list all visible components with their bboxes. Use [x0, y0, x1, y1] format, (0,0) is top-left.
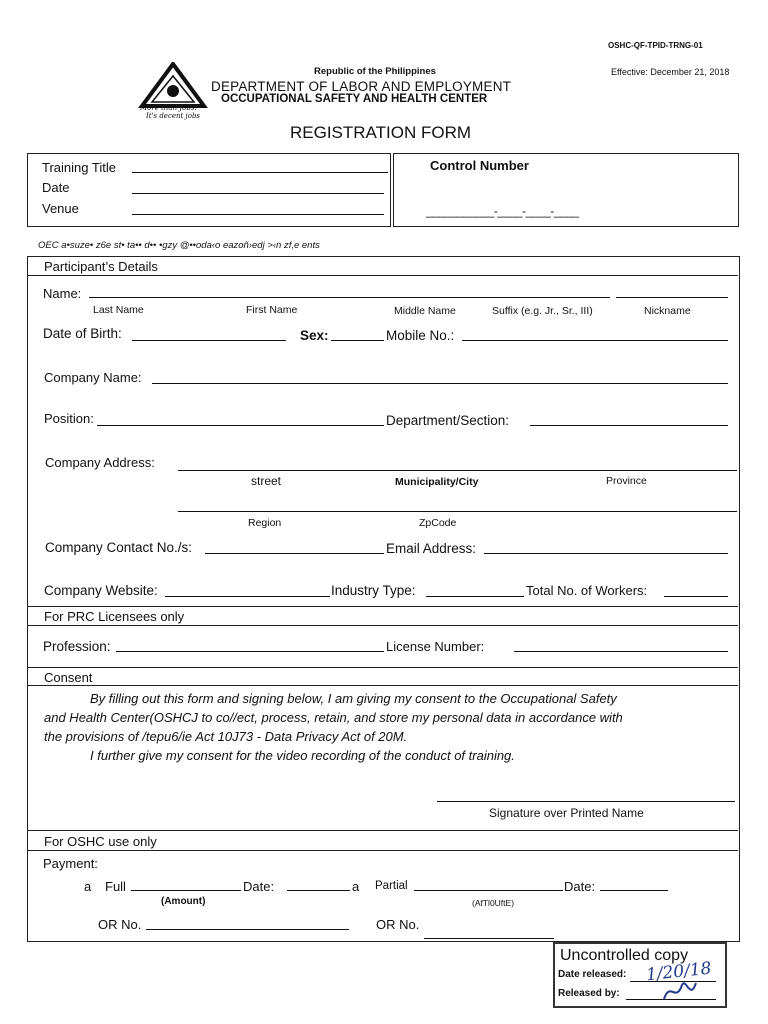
venue-field[interactable]: [132, 214, 384, 215]
company-name-label: Company Name:: [44, 370, 142, 385]
signature-field[interactable]: [437, 801, 735, 802]
address-label: Company Address:: [45, 455, 155, 470]
contact-field[interactable]: [205, 553, 384, 554]
stamp-released-by: Released by:: [558, 988, 620, 999]
notice-text: OEC a•suze• z6e st• ta•• d•• •gzy @••oda‹o eazoñ›edj >‹n zf,e ents: [38, 240, 320, 251]
full-date-label: Date:: [243, 879, 275, 894]
name-field[interactable]: [89, 297, 610, 298]
middle-name-caption: Middle Name: [394, 305, 456, 317]
department-label: Department/Section:: [386, 413, 510, 428]
municipality-caption: Municipality/City: [395, 476, 479, 488]
nickname-caption: Nickname: [644, 305, 691, 317]
email-field[interactable]: [484, 553, 728, 554]
full-checkbox[interactable]: a: [84, 879, 92, 894]
consent-line-2: and Health Center(OSHCJ to co//ect, process, retain, and store my personal data in accordance with: [44, 710, 623, 725]
workers-field[interactable]: [664, 596, 728, 597]
training-title-label: Training Title: [42, 160, 116, 175]
divider: [27, 667, 738, 668]
or-number-label: OR No.: [98, 917, 142, 932]
training-title-field[interactable]: [132, 172, 388, 173]
full-amount-field[interactable]: [131, 890, 241, 891]
region-caption: Region: [248, 517, 282, 529]
logo-motto-1: More than Jobs!: [140, 104, 198, 112]
training-date-field[interactable]: [132, 193, 384, 194]
divider: [27, 625, 738, 626]
amount-caption-2: (AfTl0UftE): [472, 898, 515, 908]
control-number-label: Control Number: [430, 158, 529, 173]
oshc-section-title: For OSHC use only: [44, 834, 157, 849]
full-label: Full: [105, 879, 126, 894]
stamp-handwritten-date: 1/20/18: [645, 958, 713, 986]
training-date-label: Date: [42, 180, 70, 195]
divider: [27, 275, 738, 276]
contact-label: Company Contact No./s:: [45, 540, 193, 555]
sex-field[interactable]: [331, 340, 384, 341]
prc-section-title: For PRC Licensees only: [44, 609, 185, 624]
or-number-2-label: OR No.: [376, 917, 420, 932]
province-caption: Province: [606, 475, 647, 487]
or-number-2-field[interactable]: [424, 938, 554, 939]
full-date-field[interactable]: [287, 890, 350, 891]
stamp-signature-icon: [660, 975, 700, 1005]
company-name-field[interactable]: [152, 383, 728, 384]
license-field[interactable]: [514, 651, 728, 652]
partial-checkbox[interactable]: a: [352, 879, 360, 894]
workers-label: Total No. of Workers:: [526, 583, 648, 598]
department-name: DEPARTMENT OF LABOR AND EMPLOYMENT: [211, 79, 512, 94]
license-label: License Number:: [386, 639, 485, 654]
partial-label: Partial: [375, 880, 408, 892]
stamp-date-released: Date released:: [558, 969, 627, 980]
effective-date: Effective: December 21, 2018: [611, 67, 730, 77]
or-number-field[interactable]: [146, 929, 349, 930]
form-code: OSHC-QF-TPID-TRNG-01: [608, 41, 703, 50]
website-field[interactable]: [165, 596, 330, 597]
department-field[interactable]: [530, 425, 728, 426]
center-name: OCCUPATIONAL SAFETY AND HEALTH CENTER: [221, 93, 488, 105]
consent-section-title: Consent: [44, 670, 93, 685]
profession-field[interactable]: [116, 651, 384, 652]
name-label: Name:: [43, 286, 82, 301]
email-label: Email Address:: [386, 541, 477, 556]
partial-amount-field[interactable]: [414, 890, 563, 891]
divider: [27, 685, 738, 686]
payment-label: Payment:: [43, 856, 98, 871]
sex-label: Sex:: [300, 328, 329, 343]
signature-caption: Signature over Printed Name: [489, 806, 644, 820]
last-name-caption: Last Name: [93, 304, 144, 316]
industry-field[interactable]: [426, 596, 524, 597]
stamp-title: Uncontrolled copy: [560, 947, 689, 964]
zipcode-caption: ZpCode: [419, 517, 457, 529]
consent-line-3: the provisions of /tepu6/ie Act 10J73 - Data Privacy Act of 20M.: [44, 729, 408, 744]
dob-field[interactable]: [132, 340, 286, 341]
address-line-1-field[interactable]: [178, 470, 737, 471]
divider: [27, 850, 738, 851]
partial-date-label: Date:: [564, 879, 596, 894]
control-number-field[interactable]: ___________-____-____-____: [426, 204, 579, 218]
venue-label: Venue: [42, 201, 79, 216]
position-label: Position:: [44, 411, 94, 426]
street-caption: street: [251, 474, 282, 488]
amount-caption: (Amount): [161, 896, 206, 907]
participant-section-title: Participant’s Details: [44, 259, 158, 274]
nickname-field[interactable]: [616, 297, 728, 298]
form-title: REGISTRATION FORM: [290, 123, 472, 142]
partial-date-field[interactable]: [600, 890, 668, 891]
logo-motto-2: It's decent jobs: [146, 112, 201, 120]
industry-label: Industry Type:: [331, 583, 416, 598]
first-name-caption: First Name: [246, 304, 298, 316]
mobile-field[interactable]: [462, 340, 728, 341]
consent-line-1: By filling out this form and signing below, I am giving my consent to the Occupational Safety: [90, 691, 617, 706]
website-label: Company Website:: [44, 583, 158, 598]
address-line-2-field[interactable]: [178, 511, 737, 512]
dob-label: Date of Birth:: [43, 326, 122, 341]
divider: [27, 830, 738, 831]
suffix-caption: Suffix (e.g. Jr., Sr., III): [492, 305, 593, 317]
mobile-label: Mobile No.:: [386, 328, 455, 343]
republic-label: Republic of the Philippines: [314, 66, 436, 77]
position-field[interactable]: [97, 425, 384, 426]
consent-line-4: I further give my consent for the video recording of the conduct of training.: [90, 748, 515, 763]
profession-label: Profession:: [43, 639, 111, 654]
divider: [27, 606, 738, 607]
